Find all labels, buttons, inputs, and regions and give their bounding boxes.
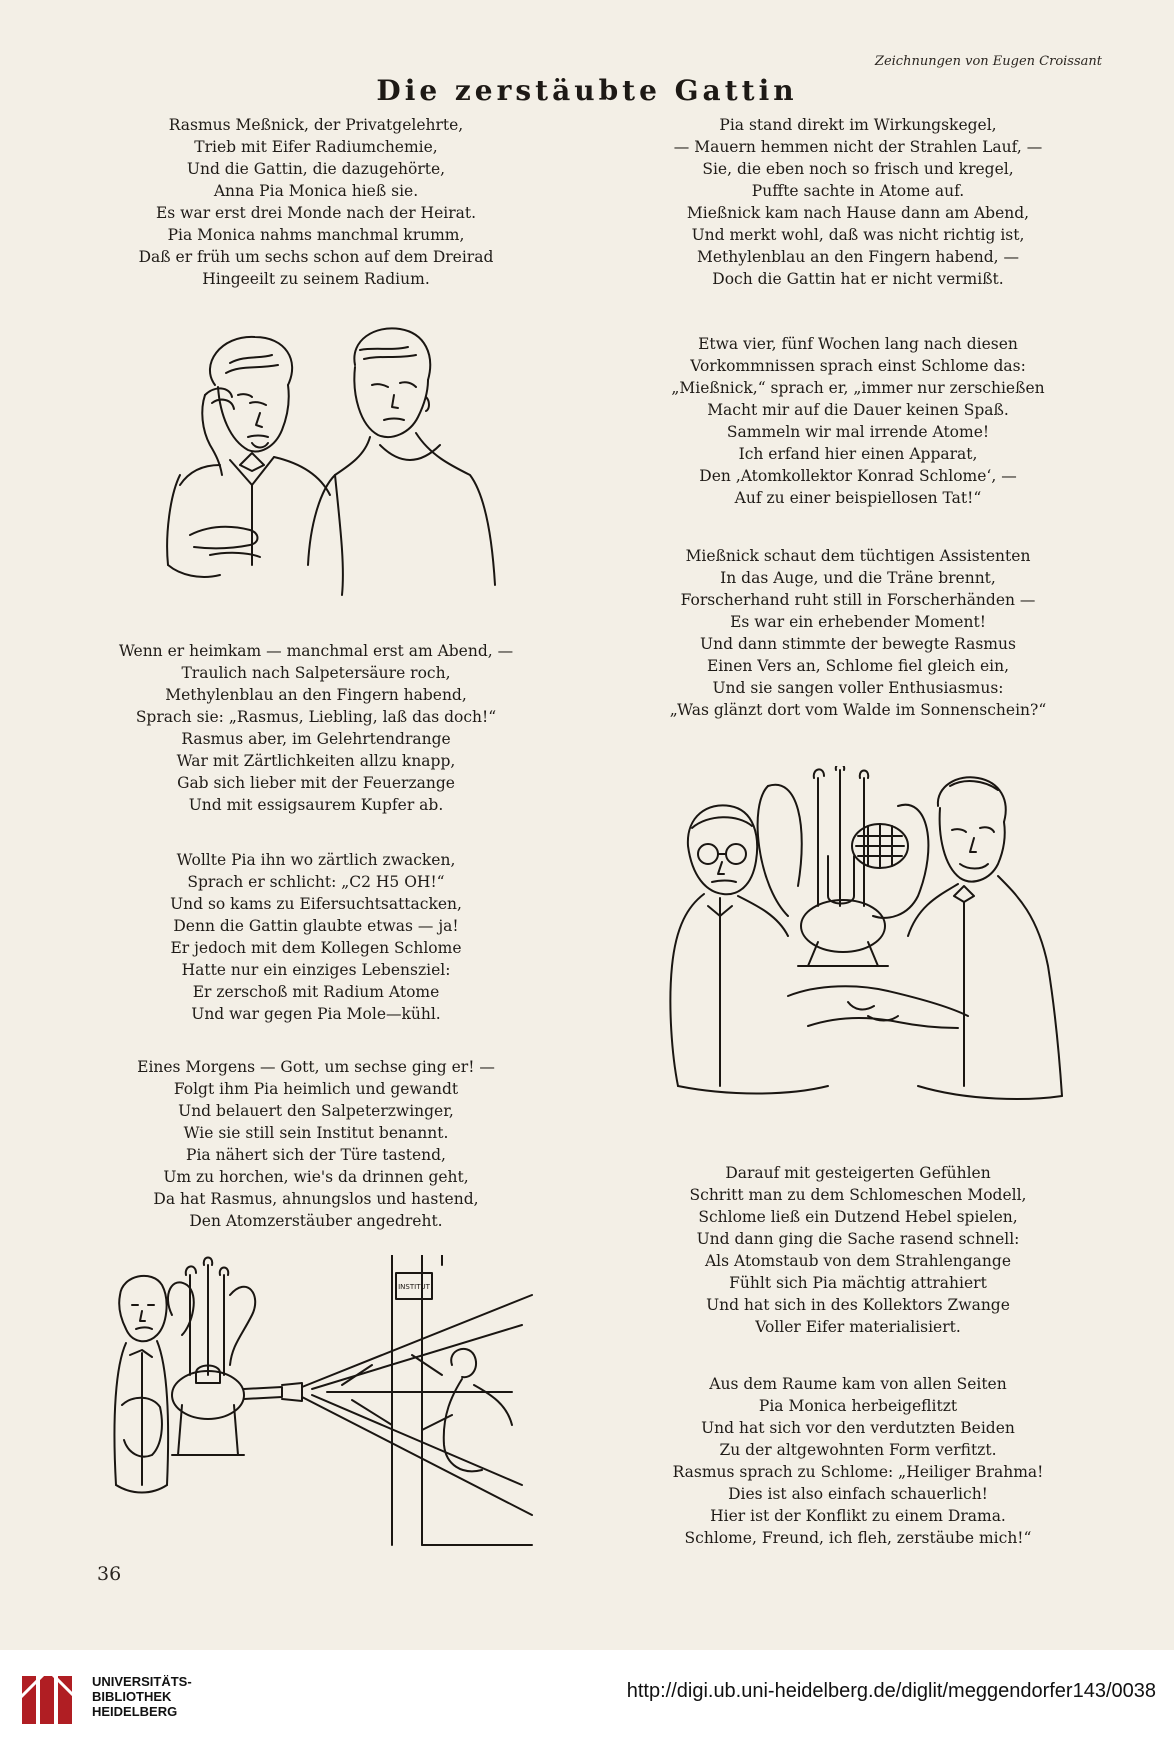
verse-line: Und belauert den Salpeterzwinger, — [178, 1102, 454, 1120]
library-name — [92, 1674, 192, 1719]
verse-line: Methylenblau an den Fingern habend, — — [697, 248, 1019, 266]
verse-line: Als Atomstaub von dem Strahlengange — [704, 1252, 1012, 1270]
illustration-handshake — [668, 766, 1068, 1116]
verse-line: „Was glänzt dort vom Walde im Sonnenschein?“ — [669, 701, 1047, 719]
verse-line: Da hat Rasmus, ahnungslos und hastend, — [153, 1190, 479, 1208]
university-library-logo-icon — [18, 1670, 78, 1730]
verse-line: Pia Monica herbeigeflitzt — [758, 1397, 958, 1415]
verse-line: Puffte sachte in Atome auf. — [751, 182, 965, 200]
verse-line: Eines Morgens — Gott, um sechse ging er! — — [137, 1058, 495, 1076]
verse-line: Dies ist also einfach schauerlich! — [728, 1485, 988, 1503]
stanza-right-5 — [598, 1373, 1118, 1549]
verse-line: Wie sie still sein Institut benannt. — [183, 1124, 449, 1142]
page-title: Die zerstäubte Gattin — [376, 74, 798, 107]
verse-line: Sprach sie: „Rasmus, Liebling, laß das doch!“ — [135, 708, 497, 726]
verse-line: Und hat sich in des Kollektors Zwange — [706, 1296, 1010, 1314]
illustration-couple — [160, 325, 500, 610]
verse-line: Es war ein erhebender Moment! — [730, 613, 986, 631]
stanza-left-2 — [56, 640, 576, 816]
verse-line: Folgt ihm Pia heimlich und gewandt — [173, 1080, 459, 1098]
stanza-right-3 — [598, 545, 1118, 721]
verse-line: Und dann stimmte der bewegte Rasmus — [700, 635, 1016, 653]
verse-line: Er zerschoß mit Radium Atome — [192, 983, 440, 1001]
verse-line: Traulich nach Salpetersäure roch, — [181, 664, 451, 682]
verse-line: Einen Vers an, Schlome fiel gleich ein, — [706, 657, 1010, 675]
verse-line: Und so kams zu Eifersuchtsattacken, — [170, 895, 462, 913]
verse-line: Anna Pia Monica hieß sie. — [213, 182, 419, 200]
verse-line: Rasmus Meßnick, der Privatgelehrte, — [168, 116, 464, 134]
illustration-atom-sprayer — [112, 1255, 552, 1565]
verse-line: Und hat sich vor den verdutzten Beiden — [701, 1419, 1015, 1437]
verse-line: Gab sich lieber mit der Feuerzange — [177, 774, 455, 792]
verse-line: Trieb mit Eifer Radiumchemie, — [194, 138, 438, 156]
stanza-right-1 — [598, 114, 1118, 290]
verse-line: Forscherhand ruht still in Forscherhänden — — [680, 591, 1036, 609]
verse-line: Und dann ging die Sache rasend schnell: — [696, 1230, 1020, 1248]
page-number: 36 — [97, 1563, 122, 1585]
verse-line: Und die Gattin, die dazugehörte, — [186, 160, 446, 178]
library-name-line: BIBLIOTHEK — [92, 1689, 172, 1704]
stanza-right-2 — [598, 333, 1118, 509]
source-url-link[interactable]: http://digi.ub.uni-heidelberg.de/diglit/meggendorfer143/0038 — [626, 1680, 1156, 1702]
verse-line: Sie, die eben noch so frisch und kregel, — [702, 160, 1014, 178]
verse-line: Voller Eifer materialisiert. — [755, 1318, 961, 1336]
verse-line: Den Atomzerstäuber angedreht. — [189, 1212, 443, 1230]
verse-line: Sprach er schlicht: „C2 H5 OH!“ — [187, 873, 445, 891]
verse-line: Fühlt sich Pia mächtig attrahiert — [729, 1274, 987, 1292]
footer-bar — [0, 1650, 1174, 1741]
verse-line: Es war erst drei Monde nach der Heirat. — [155, 204, 477, 222]
verse-line: Hier ist der Konflikt zu einem Drama. — [710, 1507, 1006, 1525]
verse-line: In das Auge, und die Träne brennt, — [720, 569, 996, 587]
verse-line: Hingeeilt zu seinem Radium. — [202, 270, 430, 288]
verse-line: Aus dem Raume kam von allen Seiten — [709, 1375, 1007, 1393]
verse-line: Rasmus sprach zu Schlome: „Heiliger Brahma! — [672, 1463, 1044, 1481]
verse-line: Schritt man zu dem Schlomeschen Modell, — [689, 1186, 1027, 1204]
verse-line: Doch die Gattin hat er nicht vermißt. — [712, 270, 1004, 288]
library-name-line: HEIDELBERG — [92, 1704, 178, 1719]
verse-line: Um zu horchen, wie's da drinnen geht, — [163, 1168, 469, 1186]
verse-line: Macht mir auf die Dauer keinen Spaß. — [707, 401, 1009, 419]
verse-line: Schlome, Freund, ich fleh, zerstäube mich!“ — [684, 1529, 1032, 1547]
illustration-credit: Zeichnungen von Eugen Croissant — [874, 54, 1102, 69]
door-sign: INSTITUT — [398, 1283, 430, 1291]
verse-line: Den ‚Atomkollektor Konrad Schlome‘, — — [699, 467, 1017, 485]
stanza-left-3 — [56, 849, 576, 1025]
verse-line: Mießnick schaut dem tüchtigen Assistenten — [685, 547, 1031, 565]
verse-line: Mießnick kam nach Hause dann am Abend, — [686, 204, 1030, 222]
verse-line: Und mit essigsaurem Kupfer ab. — [188, 796, 444, 814]
verse-line: War mit Zärtlichkeiten allzu knapp, — [176, 752, 456, 770]
verse-line: Schlome ließ ein Dutzend Hebel spielen, — [698, 1208, 1018, 1226]
verse-line: Daß er früh um sechs schon auf dem Dreirad — [138, 248, 494, 266]
library-name-line: UNIVERSITÄTS- — [92, 1674, 192, 1689]
verse-line: Etwa vier, fünf Wochen lang nach diesen — [698, 335, 1018, 353]
verse-line: Methylenblau an den Fingern habend, — [165, 686, 467, 704]
stanza-left-1 — [56, 114, 576, 290]
verse-line: Wollte Pia ihn wo zärtlich zwacken, — [176, 851, 456, 869]
verse-line: Zu der altgewohnten Form verfitzt. — [719, 1441, 997, 1459]
verse-line: Rasmus aber, im Gelehrtendrange — [181, 730, 451, 748]
verse-line: Auf zu einer beispiellosen Tat!“ — [734, 489, 982, 507]
stanza-right-4 — [598, 1162, 1118, 1338]
verse-line: Er jedoch mit dem Kollegen Schlome — [170, 939, 462, 957]
verse-line: Pia Monica nahms manchmal krumm, — [167, 226, 465, 244]
verse-line: Und merkt wohl, daß was nicht richtig ist, — [691, 226, 1025, 244]
verse-line: Wenn er heimkam — manchmal erst am Abend, — — [118, 642, 514, 660]
stanza-left-4 — [56, 1056, 576, 1232]
verse-line: Sammeln wir mal irrende Atome! — [726, 423, 990, 441]
verse-line: Darauf mit gesteigerten Gefühlen — [725, 1164, 991, 1182]
verse-line: Ich erfand hier einen Apparat, — [738, 445, 978, 463]
verse-line: „Mießnick,“ sprach er, „immer nur zerschießen — [671, 379, 1045, 397]
verse-line: Und war gegen Pia Mole—kühl. — [191, 1005, 441, 1023]
verse-line: — Mauern hemmen nicht der Strahlen Lauf, — — [673, 138, 1043, 156]
verse-line: Pia nähert sich der Türe tastend, — [186, 1146, 446, 1164]
verse-line: Hatte nur ein einziges Lebensziel: — [181, 961, 451, 979]
verse-line: Denn die Gattin glaubte etwas — ja! — [173, 917, 459, 935]
verse-line: Vorkommnissen sprach einst Schlome das: — [690, 357, 1026, 375]
verse-line: Und sie sangen voller Enthusiasmus: — [712, 679, 1004, 697]
verse-line: Pia stand direkt im Wirkungskegel, — [719, 116, 997, 134]
